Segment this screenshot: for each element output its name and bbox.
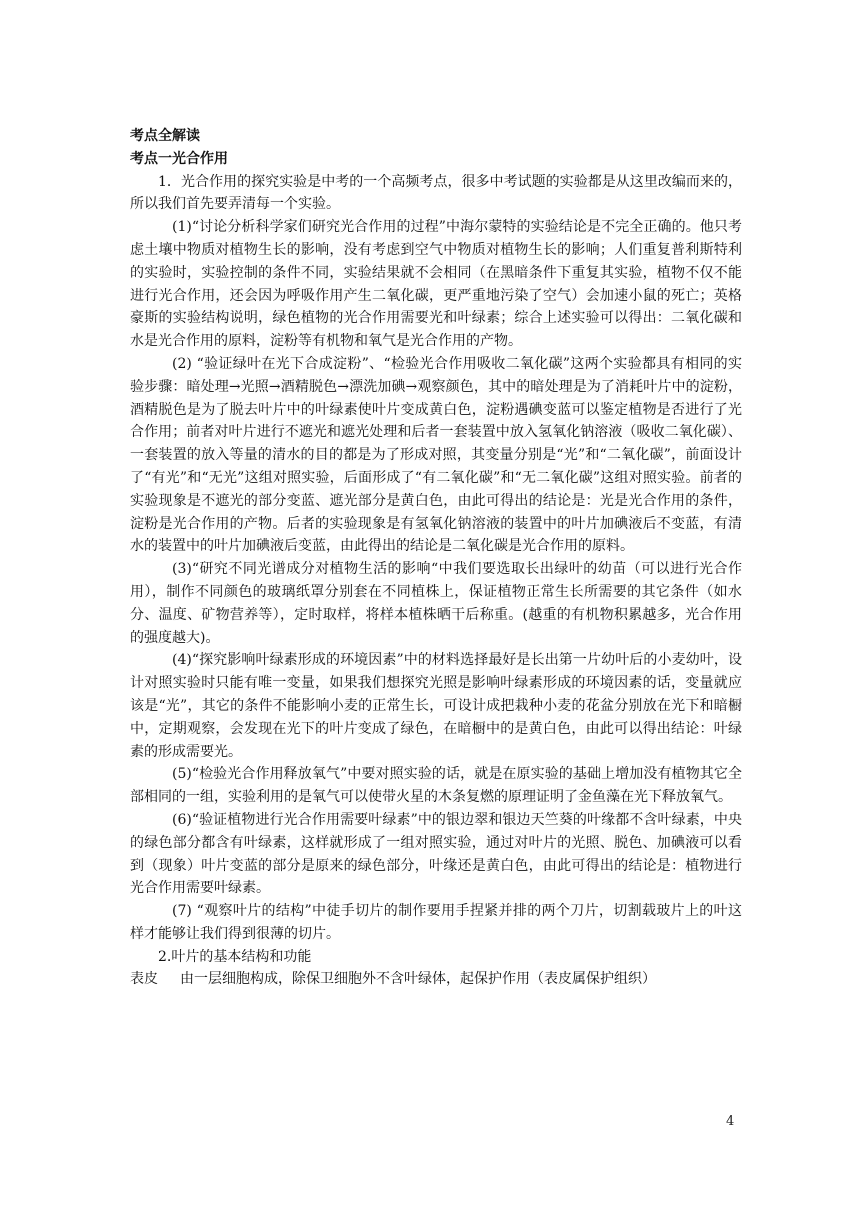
paragraph-item-7: (7) “观察叶片的结构”中徒手切片的制作要用手捏紧并排的两个刀片，切割载玻片上的叶这样才能够让我们得到很薄的切片。 [130, 903, 742, 942]
document-body [130, 125, 742, 991]
subheading-leaf-structure: 2.叶片的基本结构和功能 [158, 948, 312, 965]
table-row [130, 968, 742, 991]
paragraph-item-6: (6)“验证植物进行光合作用需要叶绿素”中的银边翠和银边天竺葵的叶缘都不含叶绿素，中央的绿色部分都含有叶绿素，这样就形成了一组对照实验，通过对叶片的光照、脱色、加碘液可以看到（现象）叶片变蓝的部分是原来的绿色部分，叶缘还是黄白色，由此可得出的结论是：植物进行光合作用需要叶绿素。 [130, 811, 742, 897]
section-heading: 考点全解读 [130, 128, 200, 144]
row-description: 由一层细胞构成，除保卫细胞外不含叶绿体，起保护作用（表皮属保护组织） [180, 971, 656, 988]
page-number: 4 [726, 1114, 735, 1129]
paragraph-item-3: (3)“研究不同光谱成分对植物生活的影响“中我们要选取长出绿叶的幼苗（可以进行光合作用），制作不同颜色的玻璃纸罩分别套在不同植株上，保证植物正常生长所需要的其它条件（如水分、温度、矿物营养等），定时取样，将样本植株晒干后称重。(越重的有机物积累越多，光合作用的强度越大)。 [130, 561, 742, 646]
paragraph-item-4: (4)“探究影响叶绿素形成的环境因素”中的材料选择最好是长出第一片幼叶后的小麦幼叶，设计对照实验时只能有唯一变量，如果我们想探究光照是影响叶绿素形成的环境因素的话，变量就应该是“光”，其它的条件不能影响小麦的正常生长，可设计成把栽种小麦的花盆分别放在光下和暗橱中，定期观察，会发现在光下的叶片变成了绿色，在暗橱中的是黄白色，由此可以得出结论：叶绿素的形成需要光。 [130, 652, 742, 760]
paragraph-intro: 1．光合作用的探究实验是中考的一个高频考点，很多中考试题的实验都是从这里改编而来的，所以我们首先要弄清每一个实验。 [130, 173, 742, 213]
paragraph-item-2: (2) “验证绿叶在光下合成淀粉”、“检验光合作用吸收二氧化碳”这两个实验都具有相同的实验步骤：暗处理→光照→酒精脱色→漂洗加碘→观察颜色，其中的暗处理是为了消耗叶片中的淀粉，酒精脱色是为了脱去叶片中的叶绿素使叶片变成黄白色，淀粉遇碘变蓝可以鉴定植物是否进行了光合作用；前者对叶片进行不遮光和遮光处理和后者一套装置中放入氢氧化钠溶液（吸收二氧化碳）、一套装置的放入等量的清水的目的都是为了形成对照，其变量分别是“光”和“二氧化碳”，前面设计了“有光”和“无光”这组对照实验，后面形成了“有二氧化碳”和“无二氧化碳”这组对照实验。前者的实验现象是不遮光的部分变蓝、遮光部分是黄白色，由此可得出的结论是：光是光合作用的条件，淀粉是光合作用的产物。后者的实验现象是有氢氧化钠溶液的装置中的叶片加碘液后不变蓝，有清水的装置中的叶片加碘液后变蓝，由此得出的结论是二氧化碳是光合作用的原料。 [130, 355, 742, 555]
paragraph-item-1: (1)“讨论分析科学家们研究光合作用的过程”中海尔蒙特的实验结论是不完全正确的。他只考虑土壤中物质对植物生长的影响，没有考虑到空气中物质对植物生长的影响；人们重复普利斯特利的实验时，实验控制的条件不同，实验结果就不会相同（在黑暗条件下重复其实验，植物不仅不能进行光合作用，还会因为呼吸作用产生二氧化碳，更严重地污染了空气）会加速小鼠的死亡；英格豪斯的实验结构说明，绿色植物的光合作用需要光和叶绿素；综合上述实验可以得出：二氧化碳和水是光合作用的原料，淀粉等有机物和氧气是光合作用的产物。 [130, 219, 742, 350]
row-term: 表皮 [130, 971, 158, 988]
paragraph-item-5: (5)“检验光合作用释放氧气”中要对照实验的话，就是在原实验的基础上增加没有植物其它全部相同的一组，实验利用的是氧气可以使带火星的木条复燃的原理证明了金鱼藻在光下释放氧气。 [130, 766, 742, 806]
subsection-heading: 考点一光合作用 [130, 150, 228, 167]
